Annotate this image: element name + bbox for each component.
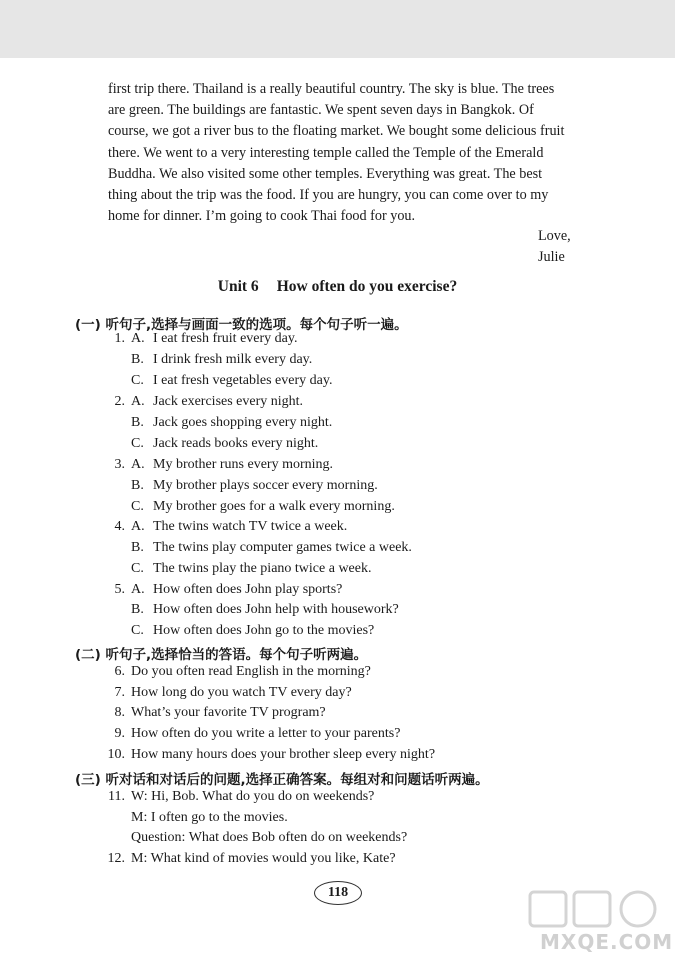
dialogue-question: Question: What does Bob often do on weekends?	[131, 830, 408, 845]
option-line: B. My brother plays soccer every morning.	[131, 478, 378, 493]
dialogue-line: 11. W: Hi, Bob. What do you do on weekends?	[108, 789, 375, 804]
option-line: B. I drink fresh milk every day.	[131, 352, 313, 367]
unit-heading: How often do you exercise?	[276, 278, 458, 295]
question-line: 4. A. The twins watch TV twice a week.	[114, 519, 348, 534]
option-line: C. Jack reads books every night.	[131, 436, 319, 451]
option-line: C. The twins play the piano twice a week.	[131, 561, 372, 576]
option-line: C. I eat fresh vegetables every day.	[131, 373, 333, 388]
section-heading-3: (三) 听对话和对话后的问题,选择正确答案。每组对和问题话听两遍。	[75, 772, 489, 788]
scan-top-band	[0, 0, 675, 58]
watermark-text: MXQE.COM	[540, 930, 674, 954]
dialogue-line: 12. M: What kind of movies would you like, Kate?	[107, 851, 396, 866]
question-line: 6. Do you often read English in the morning?	[114, 664, 371, 679]
option-line: C. My brother goes for a walk every morning.	[131, 499, 395, 514]
option-line: B. How often does John help with housework?	[131, 602, 399, 617]
unit-title	[0, 278, 675, 296]
option-line: B. Jack goes shopping every night.	[131, 415, 333, 430]
letter-line: Buddha. We also visited some other temples. Everything was great. The best	[108, 165, 543, 182]
letter-line: there. We went to a very interesting temple called the Temple of the Emerald	[108, 144, 544, 161]
letter-body	[108, 79, 632, 227]
question-line: 2. A. Jack exercises every night.	[114, 394, 304, 409]
question-line: 3. A. My brother runs every morning.	[114, 457, 334, 472]
dialogue-line: M: I often go to the movies.	[131, 810, 288, 825]
section-heading-2: (二) 听句子,选择恰当的答语。每个句子听两遍。	[75, 647, 368, 663]
question-line: 9. How often do you write a letter to your parents?	[114, 726, 401, 741]
letter-line: first trip there. Thailand is a really beautiful country. The sky is blue. The trees	[108, 81, 555, 97]
question-line: 10. How many hours does your brother sleep every night?	[107, 747, 436, 762]
unit-label: Unit 6	[217, 278, 259, 295]
option-line: C. How often does John go to the movies?	[131, 623, 375, 638]
question-line: 7. How long do you watch TV every day?	[114, 685, 352, 700]
question-line: 1. A. I eat fresh fruit every day.	[114, 331, 298, 346]
option-line: B. The twins play computer games twice a week.	[131, 540, 412, 555]
letter-line: home for dinner. I’m going to cook Thai food for you.	[108, 208, 416, 225]
question-line: 5. A. How often does John play sports?	[114, 582, 343, 597]
letter-signature: Julie	[538, 249, 565, 265]
page-number: 118	[314, 881, 362, 905]
section-heading-1: (一) 听句子,选择与画面一致的选项。每个句子听一遍。	[75, 317, 408, 333]
letter-closing: Love,	[538, 228, 571, 244]
letter-line: thing about the trip was the food. If you are hungry, you can come over to my	[108, 187, 549, 204]
letter-line: are green. The buildings are fantastic. We spent seven days in Bangkok. Of	[108, 102, 534, 119]
question-line: 8. What’s your favorite TV program?	[114, 705, 326, 720]
letter-line: course, we got a river bus to the floating market. We bought some delicious fruit	[108, 123, 565, 140]
